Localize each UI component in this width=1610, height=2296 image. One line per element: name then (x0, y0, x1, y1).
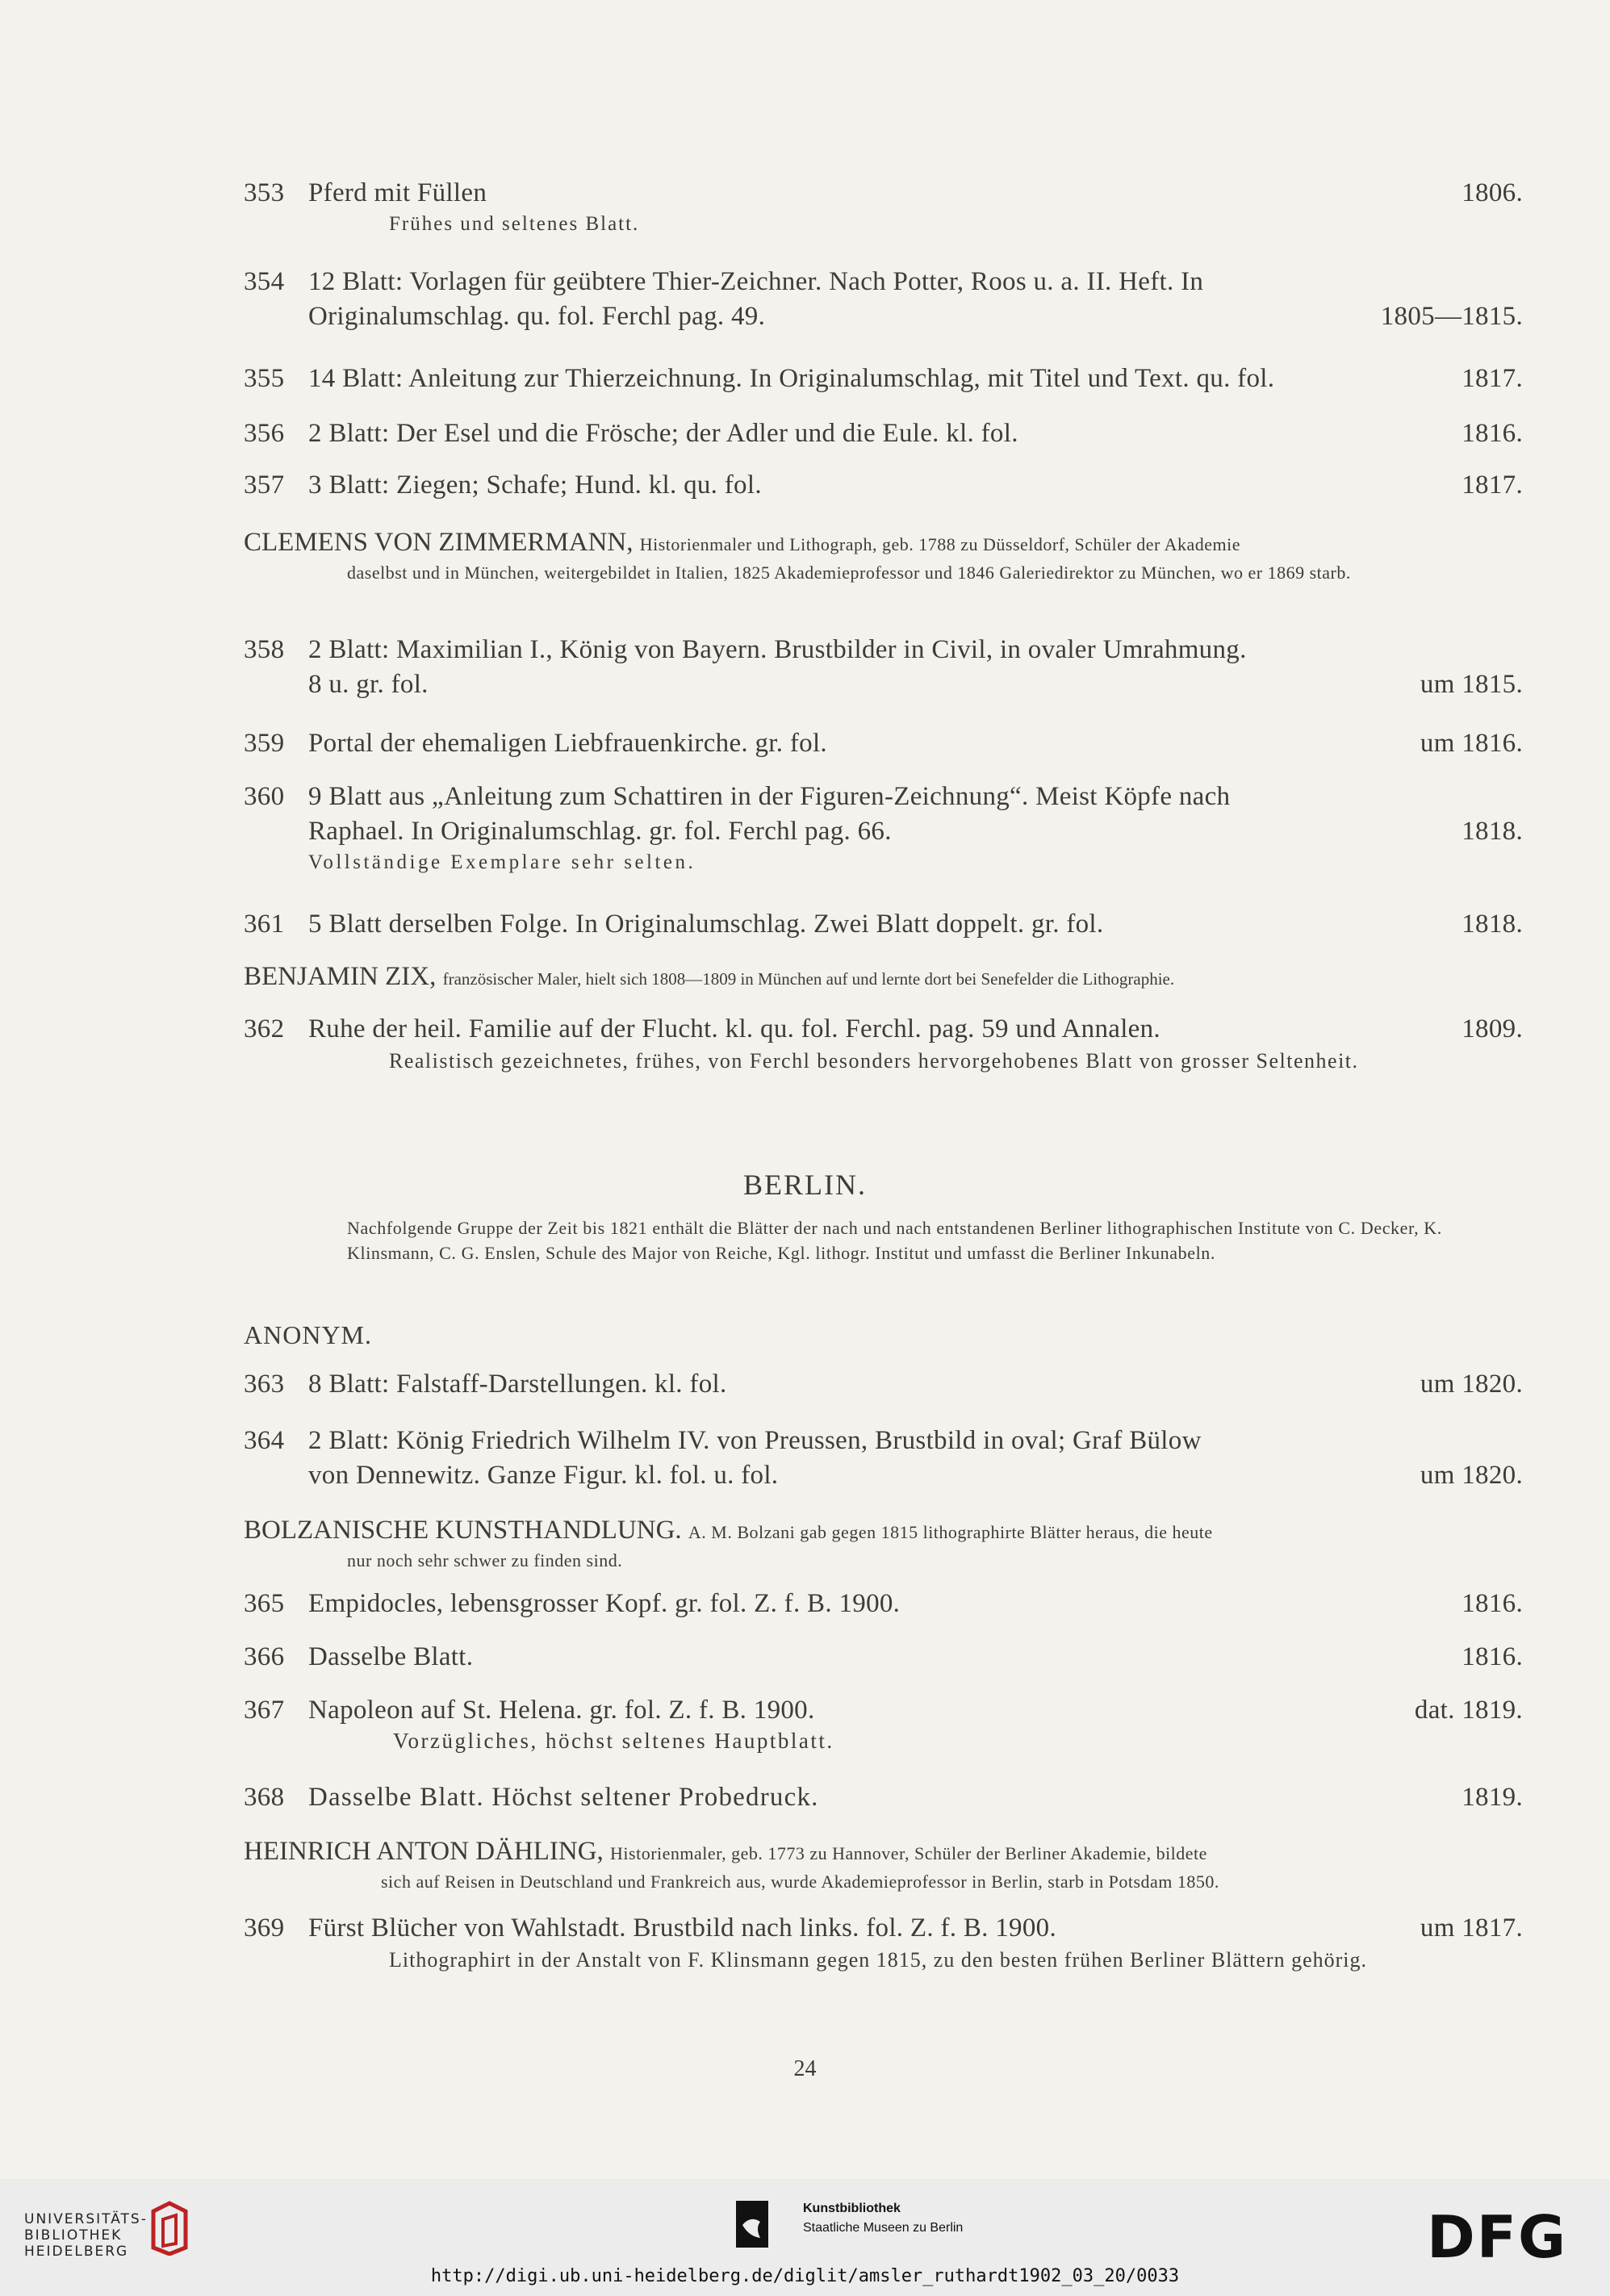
uni-line-2: BIBLIOTHEK (24, 2227, 123, 2244)
catalog-entry-358 (244, 633, 1523, 702)
dfg-logo: DFG (1427, 2203, 1568, 2271)
entry-title: Pferd mit Füllen (308, 178, 487, 207)
entry-date: 1816. (1462, 1642, 1523, 1671)
artist-header-zimmermann (244, 526, 1523, 585)
entry-number: 365 (244, 1589, 285, 1618)
entry-title-cont: Raphael. In Originalumschlag. gr. fol. Ferchl pag. 66. (308, 817, 892, 846)
entry-title: 12 Blatt: Vorlagen für geübtere Thier-Zeichner. Nach Potter, Roos u. a. II. Heft. In (308, 267, 1204, 296)
catalog-entry-367 (244, 1693, 1523, 1754)
entry-title-cont: Originalumschlag. qu. fol. Ferchl pag. 49. (308, 302, 766, 331)
entry-date: 1818. (1462, 910, 1523, 939)
entry-note: Frühes und seltenes Blatt. (389, 213, 640, 235)
artist-bio: französischer Maler, hielt sich 1808—1809 in München auf und lernte dort bei Senefelder die Lithographie. (442, 969, 1175, 989)
artist-name: CLEMENS VON ZIMMERMANN, (244, 528, 634, 557)
kunstbibliothek-logo-icon (736, 2201, 768, 2248)
catalog-entry-362 (244, 1012, 1523, 1075)
artist-bio: Historienmaler, geb. 1773 zu Hannover, Schüler der Berliner Akademie, bildete (610, 1843, 1207, 1863)
artist-name: BENJAMIN ZIX, (244, 962, 437, 991)
entry-note: Vollständige Exemplare sehr selten. (308, 851, 696, 873)
entry-number: 366 (244, 1642, 285, 1671)
entry-title: 8 Blatt: Falstaff-Darstellungen. kl. fol. (308, 1370, 727, 1399)
entry-title: 9 Blatt aus „Anleitung zum Schattiren in der Figuren-Zeichnung“. Meist Köpfe nach (308, 782, 1231, 811)
entry-title: Fürst Blücher von Wahlstadt. Brustbild nach links. fol. Z. f. B. 1900. (308, 1913, 1057, 1943)
entry-title: 14 Blatt: Anleitung zur Thierzeichnung. In Originalumschlag, mit Titel und Text. qu. fol. (308, 364, 1275, 393)
entry-date: um 1817. (1420, 1913, 1523, 1943)
entry-number: 363 (244, 1370, 285, 1399)
entry-title: 3 Blatt: Ziegen; Schafe; Hund. kl. qu. fol. (308, 470, 762, 500)
artist-bio: A. M. Bolzani gab gegen 1815 lithographirte Blätter heraus, die heute (688, 1522, 1213, 1542)
entry-number: 362 (244, 1014, 285, 1043)
entry-number: 369 (244, 1913, 285, 1943)
artist-bio-cont: nur noch sehr schwer zu finden sind. (347, 1550, 623, 1570)
artist-name: BOLZANISCHE KUNSTHANDLUNG. (244, 1516, 682, 1545)
entry-date: um 1816. (1420, 729, 1523, 758)
section-intro: Nachfolgende Gruppe der Zeit bis 1821 enthält die Blätter der nach und nach entstandenen Berliner lithographischen Institute von C. Decker, K. Klinsmann, C. G. Enslen, Schule des Major von Reiche, Kgl. lithogr. Institut und umfasst die Berliner Inkunabeln. (347, 1218, 1442, 1263)
entry-title: 2 Blatt: Der Esel und die Frösche; der Adler und die Eule. kl. fol. (308, 419, 1018, 448)
entry-number: 356 (244, 419, 285, 448)
entry-title-cont: von Dennewitz. Ganze Figur. kl. fol. u. fol. (308, 1461, 779, 1490)
entry-number: 361 (244, 910, 285, 939)
catalog-entry-361 (244, 907, 1523, 942)
entry-number: 353 (244, 178, 285, 207)
entry-number: 368 (244, 1783, 285, 1812)
entry-number: 354 (244, 267, 285, 296)
entry-note: Realistisch gezeichnetes, frühes, von Ferchl besonders hervorgehobenes Blatt von grosser Seltenheit. (389, 1049, 1359, 1073)
university-library-emblem-icon (145, 2199, 194, 2256)
university-library-logo-text (24, 2211, 148, 2260)
entry-date: um 1820. (1420, 1461, 1523, 1490)
entry-date: dat. 1819. (1414, 1696, 1523, 1725)
catalog-entry-356 (244, 416, 1523, 451)
entry-date: 1805—1815. (1380, 302, 1523, 331)
uni-line-1: UNIVERSITÄTS- (24, 2211, 148, 2227)
catalog-entry-359 (244, 726, 1523, 761)
catalog-entry-364 (244, 1424, 1523, 1493)
entry-number: 367 (244, 1696, 285, 1725)
entry-title: Napoleon auf St. Helena. gr. fol. Z. f. B. 1900. (308, 1696, 815, 1725)
entry-note: Lithographirt in der Anstalt von F. Klinsmann gegen 1815, zu den besten frühen Berliner Blättern gehörig. (389, 1948, 1368, 1972)
entry-date: 1817. (1462, 364, 1523, 393)
artist-name: HEINRICH ANTON DÄHLING, (244, 1837, 604, 1866)
entry-title: Dasselbe Blatt. (308, 1642, 474, 1671)
entry-title: Dasselbe Blatt. Höchst seltener Probedruck. (308, 1783, 819, 1812)
entry-date: 1817. (1462, 470, 1523, 500)
catalog-entry-365 (244, 1587, 1523, 1621)
catalog-entry-357 (244, 468, 1523, 503)
entry-title: Ruhe der heil. Familie auf der Flucht. kl. qu. fol. Ferchl. pag. 59 und Annalen. (308, 1014, 1160, 1043)
artist-header-zix (244, 960, 1523, 995)
catalog-entry-369 (244, 1911, 1523, 1975)
page-url[interactable]: http://digi.ub.uni-heidelberg.de/diglit/amsler_ruthardt1902_03_20/0033 (430, 2266, 1180, 2286)
entry-title: 2 Blatt: Maximilian I., König von Bayern. Brustbilder in Civil, in ovaler Umrahmung. (308, 635, 1247, 664)
entry-number: 364 (244, 1426, 285, 1455)
entry-date: um 1820. (1420, 1370, 1523, 1399)
catalog-entry-366 (244, 1640, 1523, 1675)
entry-number: 359 (244, 729, 285, 758)
entry-title: Portal der ehemaligen Liebfrauenkirche. gr. fol. (308, 729, 827, 758)
entry-title: 2 Blatt: König Friedrich Wilhelm IV. von Preussen, Brustbild in oval; Graf Bülow (308, 1426, 1202, 1455)
section-title: BERLIN. (743, 1169, 867, 1201)
entry-date: 1806. (1462, 178, 1523, 207)
artist-header-bolzani (244, 1514, 1523, 1573)
entry-number: 357 (244, 470, 285, 500)
anonym-heading: ANONYM. (244, 1320, 372, 1349)
kb-title: Kunstbibliothek (803, 2202, 901, 2215)
artist-bio: Historienmaler und Lithograph, geb. 1788 zu Düsseldorf, Schüler der Akademie (639, 534, 1241, 554)
entry-title-cont: 8 u. gr. fol. (308, 670, 429, 699)
entry-date: 1818. (1462, 817, 1523, 846)
entry-number: 355 (244, 364, 285, 393)
entry-date: 1816. (1462, 1589, 1523, 1618)
catalog-entry-360 (244, 780, 1523, 876)
entry-number: 358 (244, 635, 285, 664)
catalog-entry-355 (244, 362, 1523, 396)
artist-header-daehling (244, 1835, 1523, 1894)
entry-date: 1809. (1462, 1014, 1523, 1043)
entry-note: Vorzügliches, höchst seltenes Hauptblatt. (393, 1729, 834, 1753)
page-number: 24 (793, 2056, 817, 2081)
entry-title: 5 Blatt derselben Folge. In Originalumschlag. Zwei Blatt doppelt. gr. fol. (308, 910, 1104, 939)
entry-date: um 1815. (1420, 670, 1523, 699)
catalog-entry-363 (244, 1367, 1523, 1402)
catalog-entry-368 (244, 1780, 1523, 1815)
catalog-entry-354 (244, 265, 1523, 334)
entry-date: 1819. (1462, 1783, 1523, 1812)
catalog-entry-353 (244, 176, 1523, 237)
entry-date: 1816. (1462, 419, 1523, 448)
kunstbibliothek-logo-text (803, 2199, 963, 2238)
entry-number: 360 (244, 782, 285, 811)
artist-bio-cont: sich auf Reisen in Deutschland und Frankreich aus, wurde Akademieprofessor in Berlin, starb in Potsdam 1850. (381, 1872, 1219, 1892)
entry-title: Empidocles, lebensgrosser Kopf. gr. fol. Z. f. B. 1900. (308, 1589, 901, 1618)
kb-subtitle: Staatliche Museen zu Berlin (803, 2221, 964, 2235)
artist-bio-cont: daselbst und in München, weitergebildet in Italien, 1825 Akademieprofessor und 1846 Galeriedirektor zu München, wo er 1869 starb. (347, 562, 1351, 583)
uni-line-3: HEIDELBERG (24, 2244, 129, 2260)
